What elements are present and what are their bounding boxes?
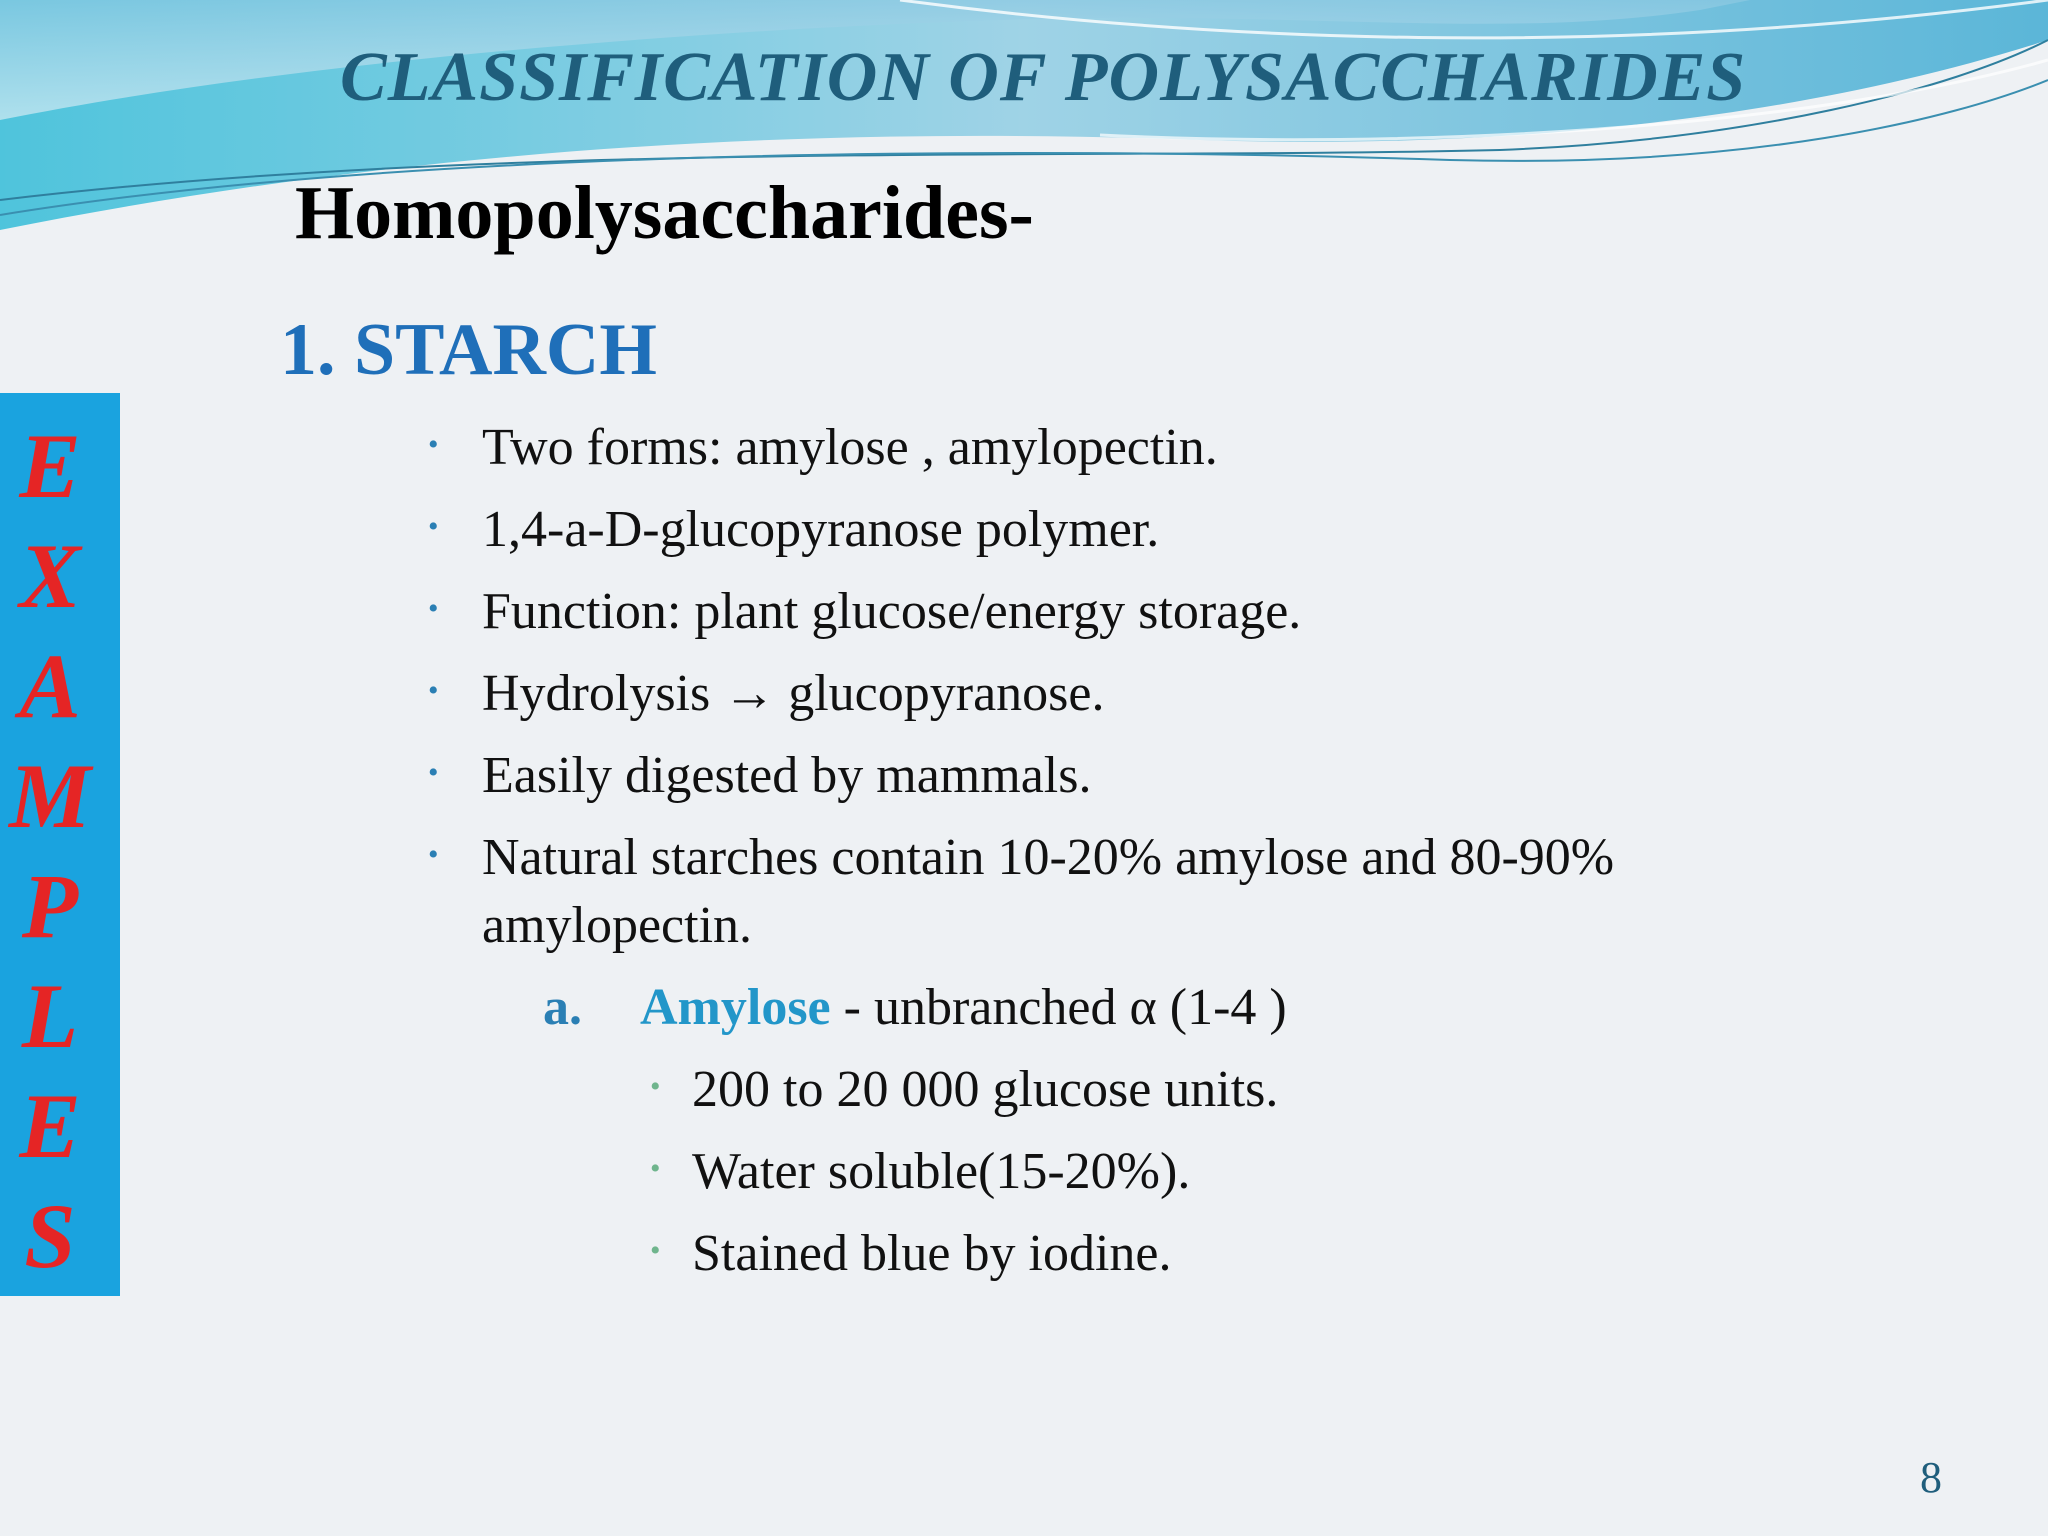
bullet-icon: • <box>428 756 439 789</box>
bullet-text: Easily digested by mammals. <box>482 747 1092 804</box>
banner-letter: L <box>21 965 79 1067</box>
banner-letter: S <box>24 1185 76 1287</box>
bullet-text: amylopectin. <box>482 897 753 954</box>
bullet-icon: • <box>650 1070 661 1103</box>
bullet-text: 1,4-a-D-glucopyranose polymer. <box>482 501 1160 558</box>
bullet-icon: • <box>428 674 439 707</box>
amylose-term: Amylose <box>640 979 831 1036</box>
bullet-text: Water soluble(15-20%). <box>692 1143 1191 1200</box>
bullet-text: 200 to 20 000 glucose units. <box>692 1061 1279 1118</box>
bullet-icon: • <box>428 838 439 871</box>
banner-letter: A <box>19 635 81 737</box>
banner-letter: P <box>21 855 79 957</box>
subtitle: Homopolysaccharides- <box>295 171 1034 255</box>
bullet-icon: • <box>428 428 439 461</box>
banner-letter: X <box>19 525 81 627</box>
bullet-text: Function: plant glucose/energy storage. <box>482 583 1302 640</box>
bullet-text: Two forms: amylose , amylopectin. <box>482 419 1218 476</box>
sub-item-marker: a. <box>543 979 582 1036</box>
section-heading: 1. STARCH <box>280 309 657 391</box>
bullet-icon: • <box>428 592 439 625</box>
bullet-text: Stained blue by iodine. <box>692 1225 1172 1282</box>
page-number: 8 <box>1920 1453 1942 1502</box>
sub-item-amylose <box>640 978 1287 1037</box>
banner-letter: E <box>19 415 81 517</box>
examples-banner <box>0 393 120 1296</box>
bullet-icon: • <box>428 510 439 543</box>
slide-title: CLASSIFICATION OF POLYSACCHARIDES <box>340 39 1747 116</box>
banner-letter: M <box>9 745 91 847</box>
bullet-icon: • <box>650 1234 661 1267</box>
bullet-icon: • <box>650 1152 661 1185</box>
banner-letter: E <box>19 1075 81 1177</box>
bullet-text: Natural starches contain 10-20% amylose and 80-90% <box>482 829 1615 886</box>
bullet-text: Hydrolysis → glucopyranose. <box>482 665 1105 722</box>
amylose-description: - unbranched α (1-4 ) <box>830 979 1287 1036</box>
